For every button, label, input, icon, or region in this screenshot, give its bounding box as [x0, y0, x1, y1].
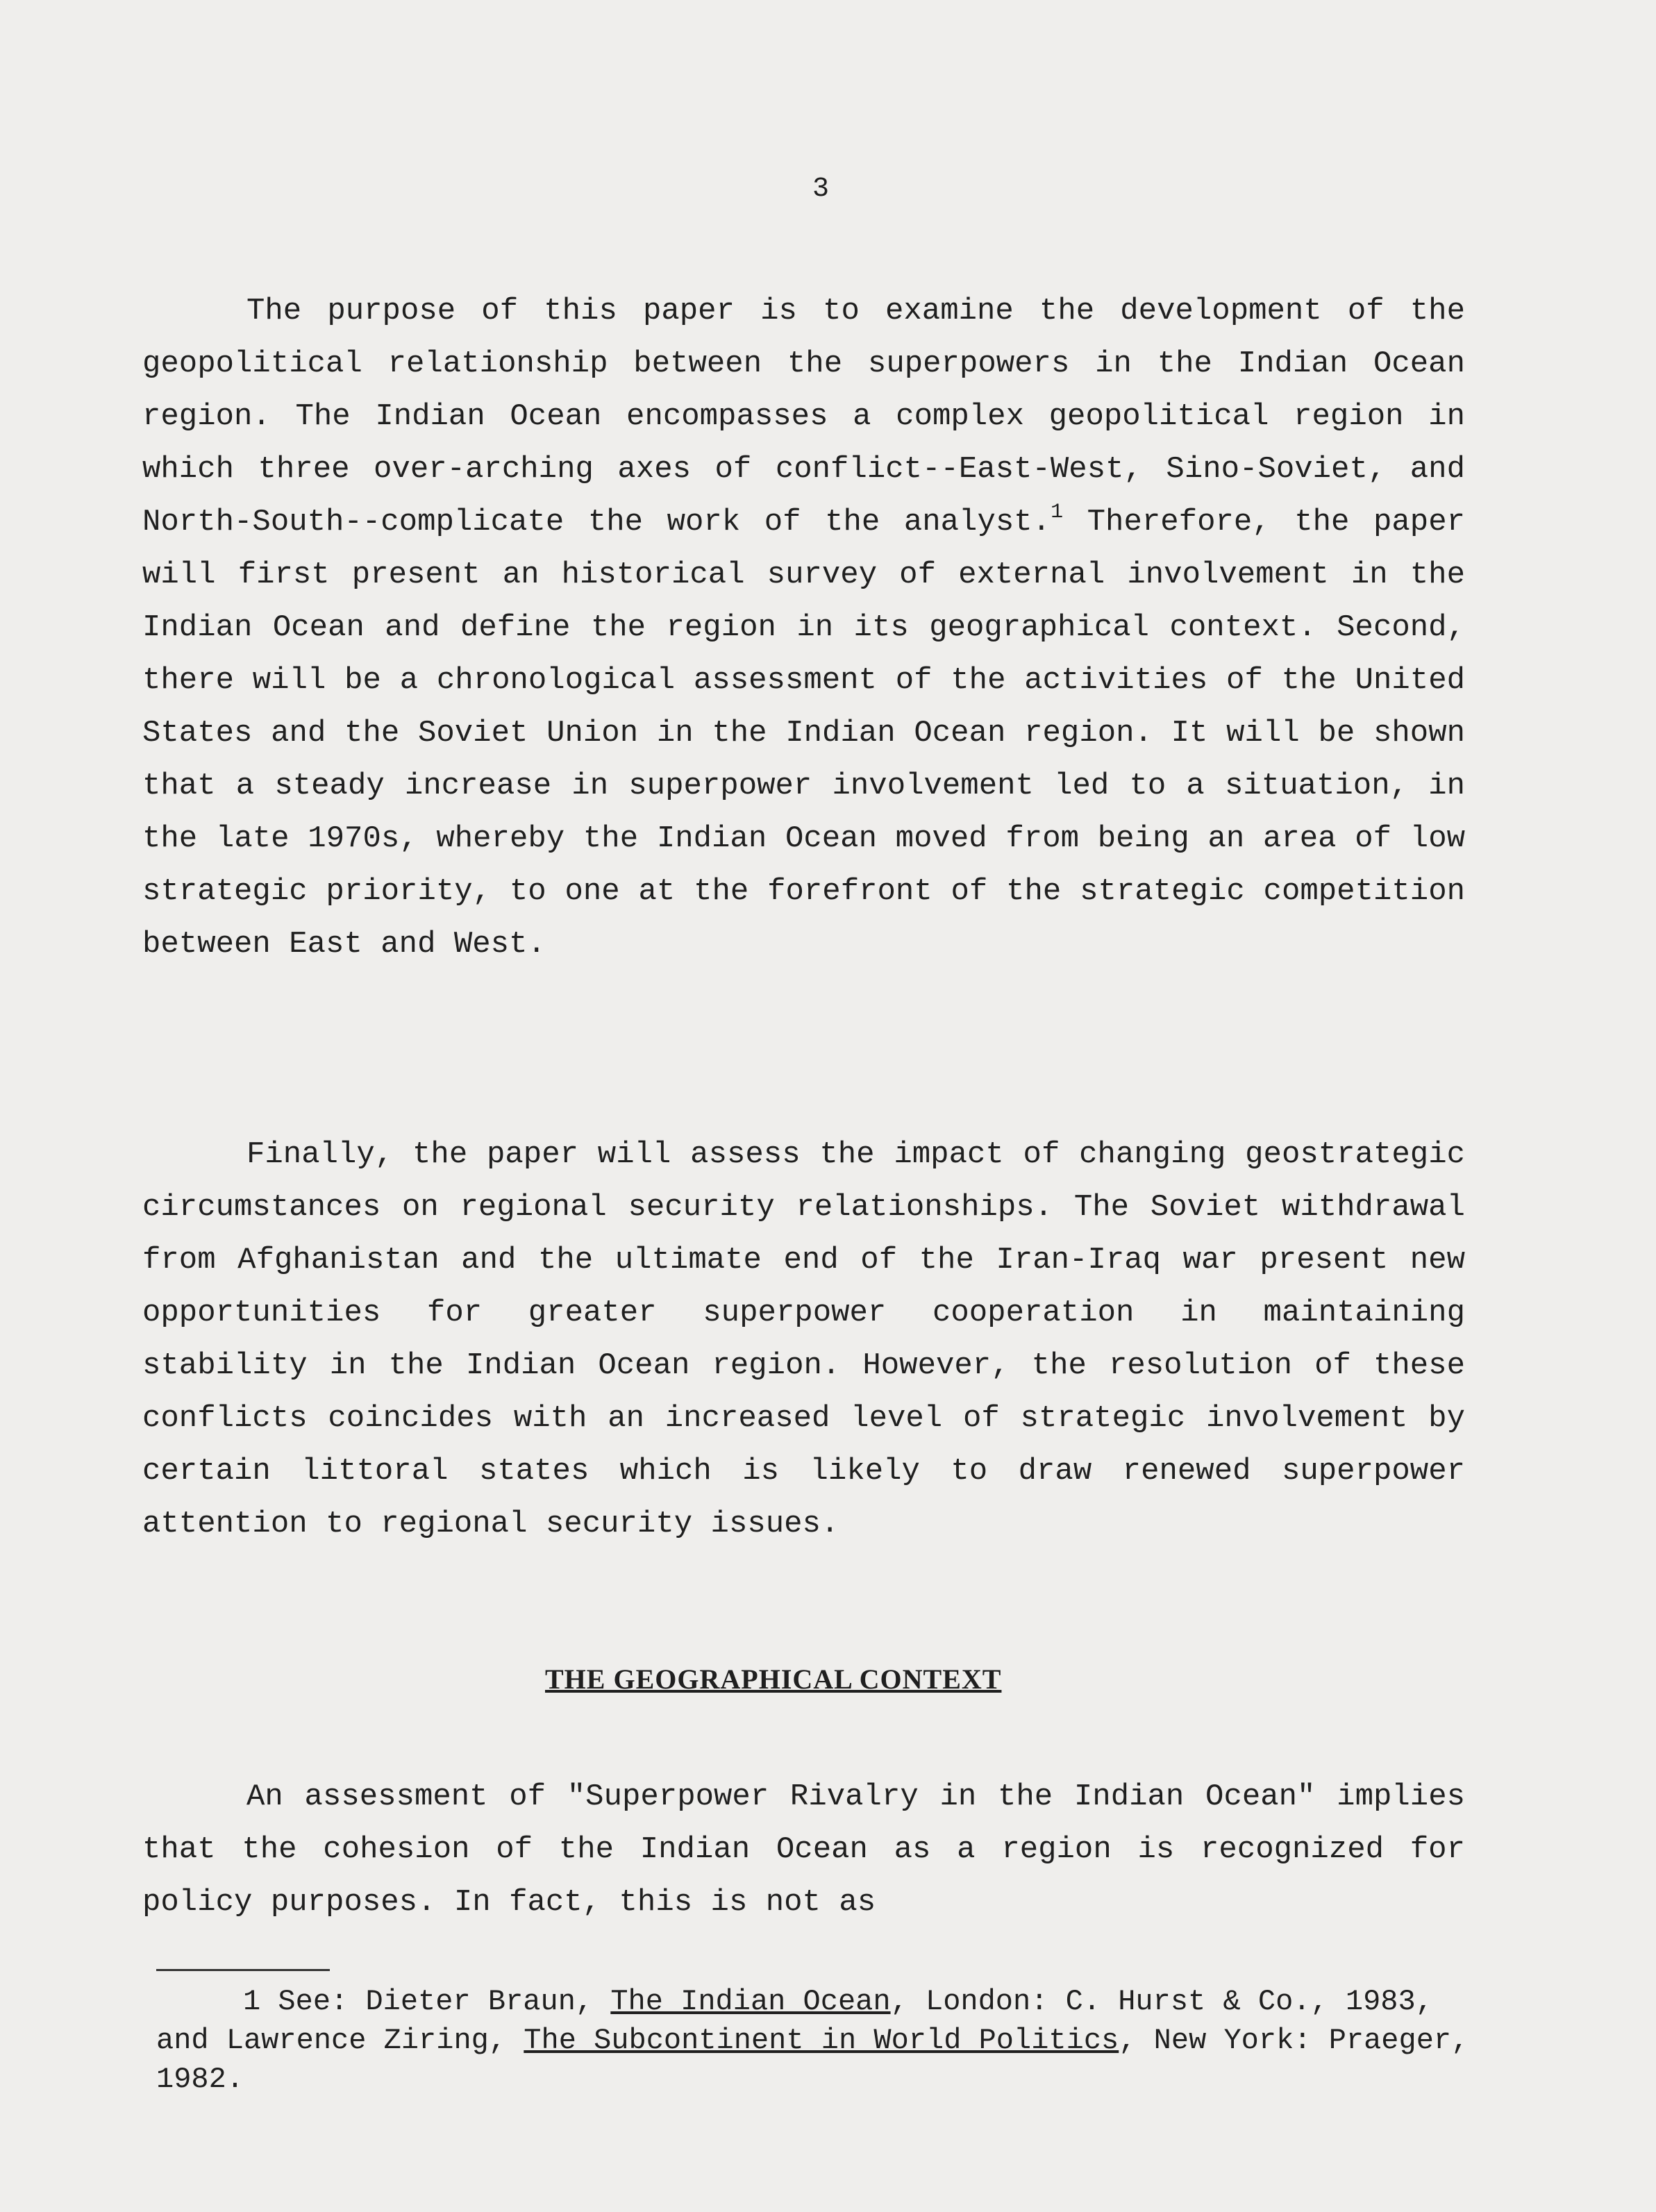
footnote-title-indian-ocean: The Indian Ocean [610, 1985, 891, 2018]
paragraph-purpose [142, 285, 1465, 971]
page-number: 3 [812, 174, 830, 205]
paragraph-purpose-text-1: The purpose of this paper is to examine the development of the geopolitical relationship between the superpowers in the Indian Ocean region. The Indian Ocean encompasses a complex geopolitical region in which three over-arching axes of conflict--East-West, Sino-Soviet, and North-South--complicate the work of the analyst. [142, 294, 1465, 539]
section-heading: THE GEOGRAPHICAL CONTEXT [545, 1664, 1002, 1695]
footnote-lead: See: Dieter Braun, [260, 1985, 611, 2018]
paragraph-assessment-text: An assessment of "Superpower Rivalry in the Indian Ocean" implies that the cohesion of the Indian Ocean as a region is recognized for policy purposes. In fact, this is not as [142, 1779, 1465, 1920]
footnote-mid: , London: C. Hurst & Co., 1983, and Lawrence Ziring, [156, 1985, 1433, 2057]
paragraph-finally-text: Finally, the paper will assess the impact of changing geostrategic circumstances on regional security relationships. The Soviet withdrawal from Afghanistan and the ultimate end of the Iran-Iraq war present new opportunities for greater superpower cooperation in maintaining stability in the Indian Ocean region. However, the resolution of these conflicts coincides with an increased level of strategic involvement by certain littoral states which is likely to draw renewed superpower attention to regional security issues. [142, 1137, 1465, 1541]
footnote-title-subcontinent: The Subcontinent in World Politics [524, 2024, 1119, 2057]
paragraph-purpose-text-2: Therefore, the paper will first present an historical survey of external involvement in the Indian Ocean and define the region in its geographical context. Second, there will be a chronological assessment of the activities of the United States and the Soviet Union in the Indian Ocean region. It will be shown that a steady increase in superpower involvement led to a situation, in the late 1970s, whereby the Indian Ocean moved from being an area of low strategic priority, to one at the forefront of the strategic competition between East and West. [142, 505, 1466, 962]
footnote-divider [156, 1969, 330, 1971]
paragraph-finally [142, 1128, 1465, 1550]
footnote-number: 1 [243, 1985, 261, 2018]
footnote [156, 1982, 1472, 2099]
paragraph-assessment [142, 1770, 1465, 1929]
footnote-tail: , New York: Praeger, 1982. [156, 2024, 1469, 2096]
footnote-reference: 1 [1051, 501, 1064, 524]
